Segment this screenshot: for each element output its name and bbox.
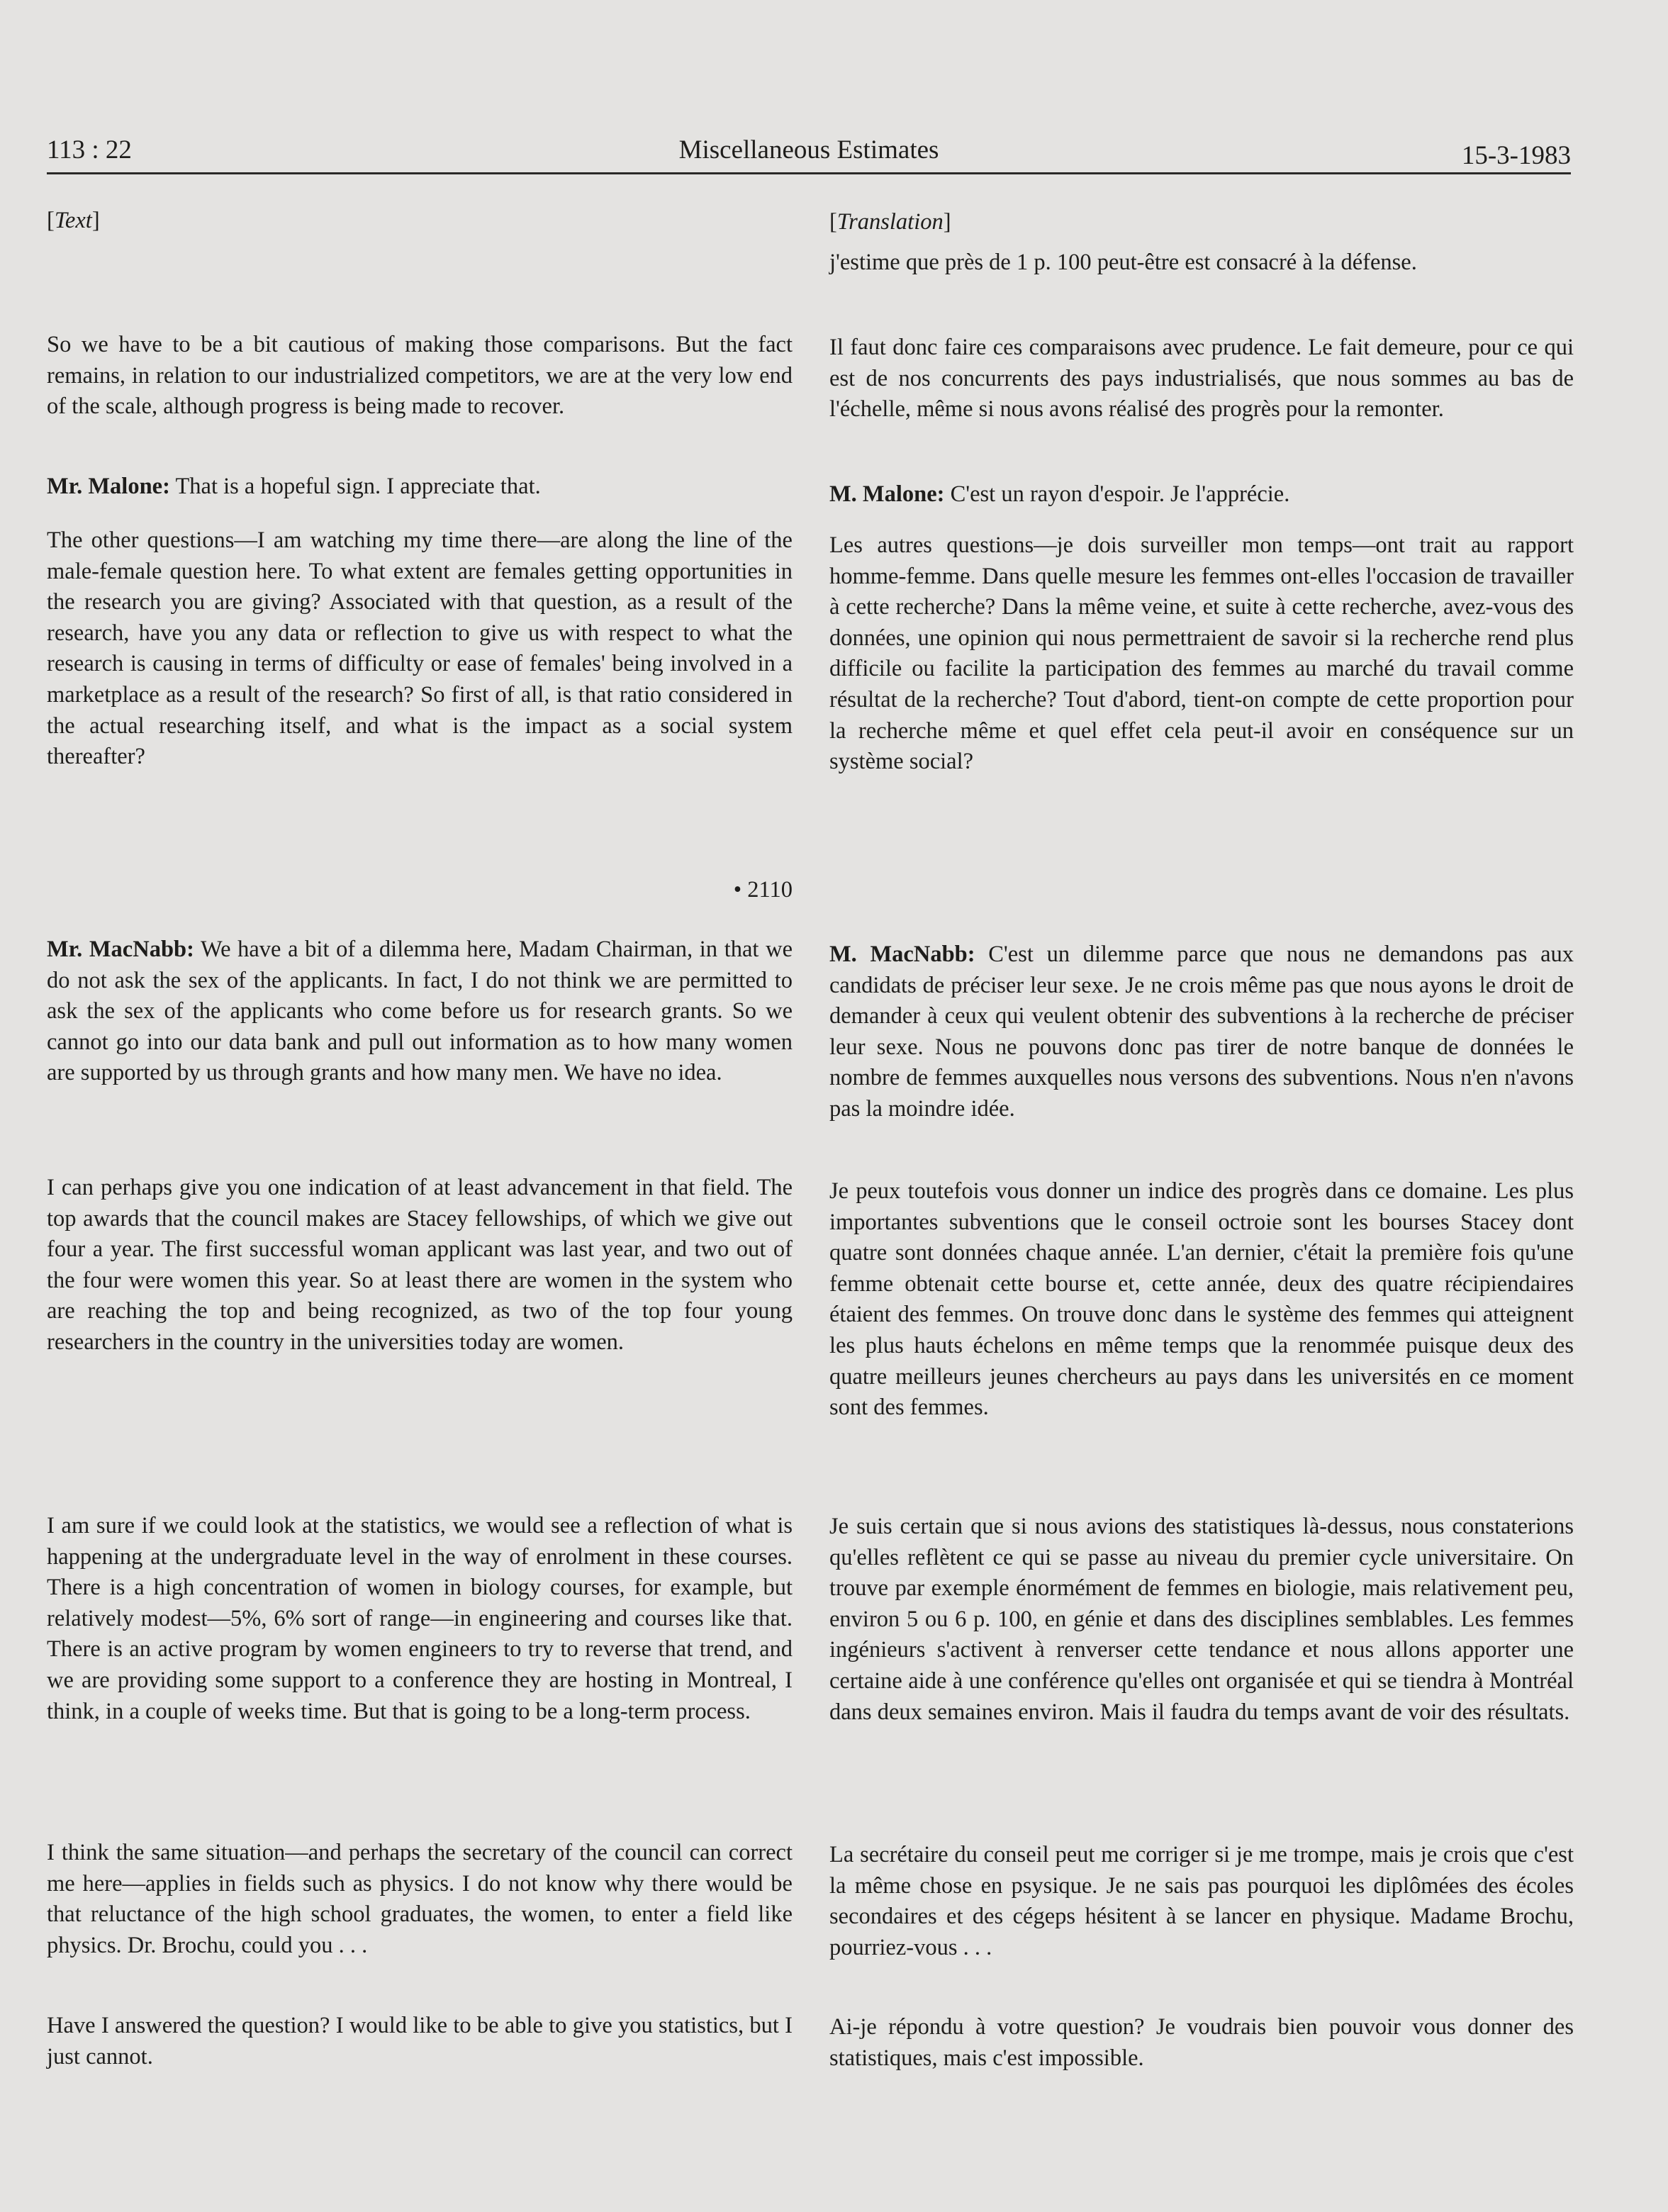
- paragraph-answered: Have I answered the question? I would like to be able to give you statistics, but I just cannot.: [47, 2013, 793, 2069]
- speaker-name: Mr. Malone:: [47, 474, 170, 499]
- paragraph-fr-statistiques: Je suis certain que si nous avions des statistiques là-dessus, nous constaterions qu'elles reflètent ce qui se passe au niveau du premier cycle universitaire. On trouve par exemple énormément de femmes en biologie, mais relativement peu, environ 5 ou 6 p. 100, en génie et dans des disciplines semblables. Les femmes ingénieurs s'activent à renverser cette tendance et nous allons apporter une certaine aide à une conférence qu'elles ont organisée et qui se tiendra à Montréal dans deux semaines environ. Mais il faudra du temps avant de voir des résultats.: [829, 1514, 1574, 1725]
- paragraph-fr-physique: La secrétaire du conseil peut me corriger si je me trompe, mais je crois que c'est la même chose en psysique. Je ne sais pas pourquoi les diplômées des écoles secondaires et des cégeps hésitent à se lancer en physique. Madame Brochu, pourriez-vous . . .: [829, 1842, 1574, 1960]
- paragraph-physics: I think the same situation—and perhaps the secretary of the council can correct me here—applies in fields such as physics. I do not know why there would be that reluctance of the high school graduates, the women, to enter a field like physics. Dr. Brochu, could you . . .: [47, 1840, 793, 1958]
- paragraph-male-female-question: The other questions—I am watching my time there—are along the line of the male-female question here. To what extent are females getting opportunities in the research you are giving? Associated with that question, as a result of the research, have you any data or reflection to give us with respect to what the research is causing in terms of difficulty or ease of females' being involved in a marketplace as a result of the research? So first of all, is that ratio considered in the actual researching itself, and what is the impact as a social system thereafter?: [47, 527, 793, 770]
- speaker-name: M. MacNabb:: [829, 942, 975, 967]
- speaker-name: M. Malone:: [829, 481, 945, 507]
- paragraph-stacey-fellowships: I can perhaps give you one indication of at least advancement in that field. The top awards that the council makes are Stacey fellowships, of which we give out four a year. The first successful woman applicant was last year, and two out of the four were women this year. So at least there are women in the system who are reaching the top and being recognized, as two of the top four young researchers in the country in the universities today are women.: [47, 1175, 793, 1355]
- page-number: 113 : 22: [47, 135, 132, 164]
- paragraph-fr-repondu: Ai-je répondu à votre question? Je voudrais bien pouvoir vous donner des statistiques, mais c'est impossible.: [829, 2014, 1574, 2071]
- paragraph-fr-defense: j'estime que près de 1 p. 100 peut-être est consacré à la défense.: [829, 250, 1417, 275]
- paragraph-comparisons: So we have to be a bit cautious of making those comparisons. But the fact remains, in relation to our industrialized competitors, we are at the very low end of the scale, although progress is being made to recover.: [47, 332, 793, 420]
- text-tag: [Text]: [47, 208, 100, 233]
- paragraph-fr-stacey: Je peux toutefois vous donner un indice des progrès dans ce domaine. Les plus importantes subventions que le conseil octroie sont les bourses Stacey dont quatre sont données chaque année. L'an dernier, c'était la première fois qu'une femme obtenait cette bourse et, cette année, deux des quatre récipiendaires étaient des femmes. On trouve donc dans le système des femmes qui atteignent les plus hauts échelons en même temps que la renommée puisque deux des quatre meilleurs jeunes chercheurs au pays dans les universités en ce moment sont des femmes.: [829, 1178, 1574, 1421]
- paragraph-fr-macnabb: M. MacNabb: C'est un dilemme parce que nous ne demandons pas aux candidats de préciser leur sexe. Je ne crois même pas que nous ayons le droit de demander à ceux qui veulent obtenir des subventions à la recherche de préciser leur sexe. Nous ne pouvons donc pas tirer de notre banque de données le nombre de femmes auxquelles nous versons des subventions. Nous n'en n'avons pas la moindre idée.: [829, 942, 1574, 1122]
- paragraph-malone-hopeful: Mr. Malone: That is a hopeful sign. I appreciate that.: [47, 474, 541, 499]
- paragraph-macnabb-dilemma: Mr. MacNabb: We have a bit of a dilemma here, Madam Chairman, in that we do not ask the sex of the applicants. In fact, I do not think we are permitted to ask the sex of the applicants who come before us for research grants. So we cannot go into our data bank and pull out information as to how many women are supported by us through grants and how many men. We have no idea.: [47, 937, 793, 1086]
- paragraph-fr-comparaisons: Il faut donc faire ces comparaisons avec prudence. Le fait demeure, pour ce qui est de nos concurrents des pays industrialisés, que nous sommes au bas de l'échelle, même si nous avons réalisé des progrès pour la remonter.: [829, 335, 1574, 423]
- speaker-name: Mr. MacNabb:: [47, 937, 194, 962]
- paragraph-fr-questions: Les autres questions—je dois surveiller mon temps—ont trait au rapport homme-femme. Dans quelle mesure les femmes ont-elles l'occasion de travailler à cette recherche? Dans la même veine, et suite à cette recherche, avez-vous des données, une opinion qui nous permettraient de savoir si la recherche rend plus difficile ou facilite la participation des femmes au marché du travail comme résultat de la recherche? Tout d'abord, tient-on compte de cette proportion pour la recherche même et quel effet cela peut-il avoir en conséquence sur un système social?: [829, 532, 1574, 775]
- page-header: [47, 128, 1571, 170]
- page-date: 15-3-1983: [1461, 141, 1571, 170]
- translation-tag: [Translation]: [829, 209, 951, 235]
- time-marker: • 2110: [733, 877, 793, 903]
- header-rule: [47, 172, 1571, 174]
- running-title: Miscellaneous Estimates: [678, 135, 939, 164]
- paragraph-fr-malone: M. Malone: C'est un rayon d'espoir. Je l'apprécie.: [829, 481, 1290, 507]
- paragraph-statistics-enrolment: I am sure if we could look at the statistics, we would see a reflection of what is happening at the undergraduate level in the way of enrolment in these courses. There is a high concentration of women in biology courses, for example, but relatively modest—5%, 6% sort of range—in engineering and courses like that. There is an active program by women engineers to try to reverse that trend, and we are providing some support to a conference they are hosting in Montreal, I think, in a couple of weeks time. But that is going to be a long-term process.: [47, 1513, 793, 1724]
